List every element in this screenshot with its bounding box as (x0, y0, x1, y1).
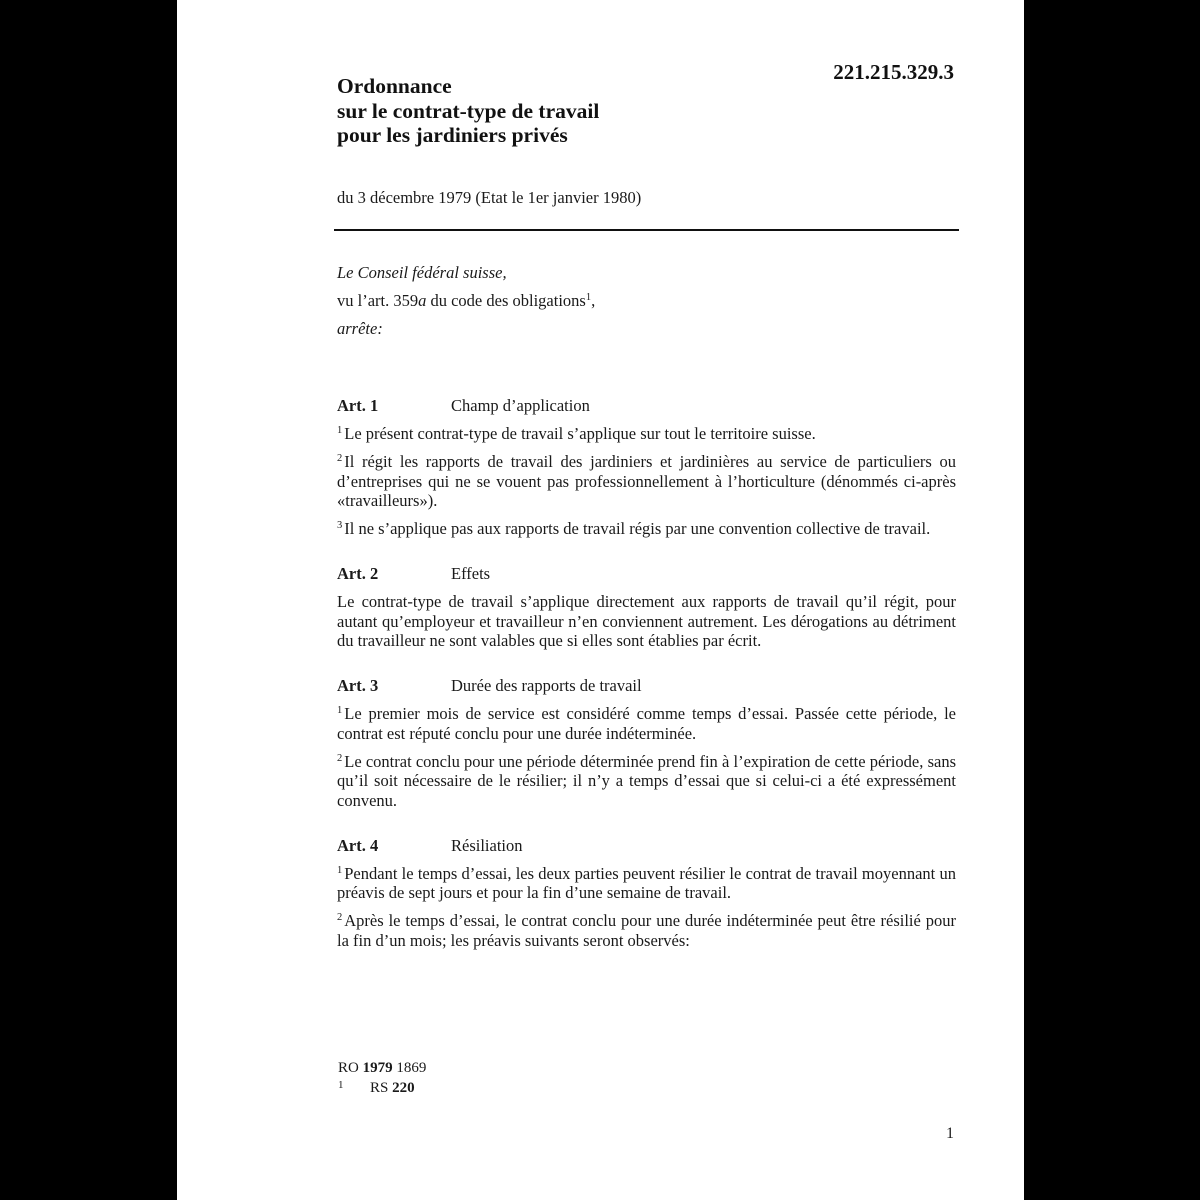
article-number: Art. 3 (337, 676, 379, 696)
articles-container (337, 396, 956, 950)
article-paragraph (337, 864, 956, 903)
paragraph-text: Après le temps d’essai, le contrat conclu pour une durée indéterminée peut être résilié pour la fin d’un mois; les préavis suivants seront observés: (337, 911, 956, 950)
document-title (337, 74, 599, 148)
paragraph-number: 2 (337, 453, 343, 465)
article-title: Durée des rapports de travail (451, 676, 642, 696)
basis-end: , (591, 291, 596, 310)
basis-italic: a (418, 291, 427, 310)
ro-year: 1979 (362, 1060, 393, 1076)
document-number: 221.215.329.3 (833, 60, 954, 84)
preamble-authority: Le Conseil fédéral suisse, (337, 263, 507, 282)
preamble-legal-basis (337, 287, 595, 315)
article-3 (337, 676, 956, 809)
paragraph-text: Pendant le temps d’essai, les deux parties peuvent résilier le contrat de travail moyennant un préavis de sept jours et pour la fin d’une semaine de travail. (337, 863, 956, 903)
footnote-1 (338, 1078, 426, 1098)
footnote-ro (338, 1058, 426, 1078)
preamble-decree: arrête: (337, 319, 383, 338)
article-title: Champ d’application (451, 396, 590, 415)
paragraph-number: 2 (337, 912, 343, 924)
footnote-mark: 1 (338, 1079, 344, 1091)
paragraph-number: 3 (337, 520, 343, 532)
article-heading (337, 676, 956, 696)
document-page (177, 0, 1024, 1200)
ro-page: 1869 (392, 1060, 427, 1076)
title-line-3: pour les jardiniers privés (337, 123, 568, 147)
article-heading (337, 396, 956, 416)
footnote-ref-1[interactable]: 1 (585, 292, 592, 303)
article-heading (337, 836, 956, 856)
article-title: Effets (451, 564, 491, 584)
paragraph-text: Il ne s’applique pas aux rapports de travail régis par une convention collective de travail. (344, 519, 931, 539)
paragraph-text: Le contrat conclu pour une période déterminée prend fin à l’expiration de cette période, sans qu’il soit nécessaire de le résilier; il n’y a temps d’essai que si celui-ci a été expressément convenu. (337, 751, 956, 810)
paragraph-number: 1 (337, 705, 343, 717)
article-number: Art. 4 (337, 835, 379, 855)
basis-suffix: du code des obligations (426, 291, 586, 310)
ro-prefix: RO (338, 1060, 363, 1076)
page-number: 1 (946, 1125, 954, 1142)
footnotes (338, 1058, 426, 1098)
article-heading (337, 564, 956, 584)
article-paragraph (337, 452, 956, 510)
title-line-1: Ordonnance (337, 74, 452, 98)
article-2 (337, 564, 956, 650)
article-paragraph (337, 519, 956, 538)
paragraph-number: 2 (337, 752, 343, 764)
article-paragraph (337, 592, 956, 650)
article-number: Art. 2 (337, 564, 379, 584)
header-divider (334, 229, 959, 231)
paragraph-number: 1 (337, 864, 343, 876)
article-title: Résiliation (451, 835, 523, 855)
paragraph-text: Le contrat-type de travail s’applique directement aux rapports de travail qu’il régit, pour autant qu’employeur et travailleur n’en conviennent autrement. Les dérogations au détriment du travailleur ne sont valables que si elles sont établies par écrit. (337, 592, 956, 651)
article-4 (337, 836, 956, 950)
paragraph-text: Le premier mois de service est considéré comme temps d’essai. Passée cette période, le contrat est réputé conclu pour une durée indéterminée. (337, 704, 956, 743)
basis-prefix: vu l’art. 359 (337, 291, 419, 310)
date-line: du 3 décembre 1979 (Etat le 1er janvier 1980) (337, 188, 642, 207)
paragraph-text: Le présent contrat-type de travail s’applique sur tout le territoire suisse. (344, 424, 816, 443)
article-paragraph (337, 752, 956, 810)
article-paragraph (337, 704, 956, 743)
footnote-text (370, 1078, 415, 1098)
paragraph-number: 1 (337, 425, 343, 436)
rs-number: 220 (392, 1080, 415, 1096)
article-paragraph (337, 424, 956, 443)
title-line-2: sur le contrat-type de travail (337, 98, 600, 123)
preamble (337, 259, 595, 343)
rs-prefix: RS (370, 1080, 393, 1096)
article-paragraph (337, 911, 956, 950)
article-1 (337, 396, 956, 538)
article-number: Art. 1 (337, 396, 379, 415)
paragraph-text: Il régit les rapports de travail des jardiniers et jardinières au service de particuliers ou d’entreprises qui ne se vouent pas professionnellement à l’horticulture (dénommés ci-après «travailleurs»). (337, 452, 956, 510)
